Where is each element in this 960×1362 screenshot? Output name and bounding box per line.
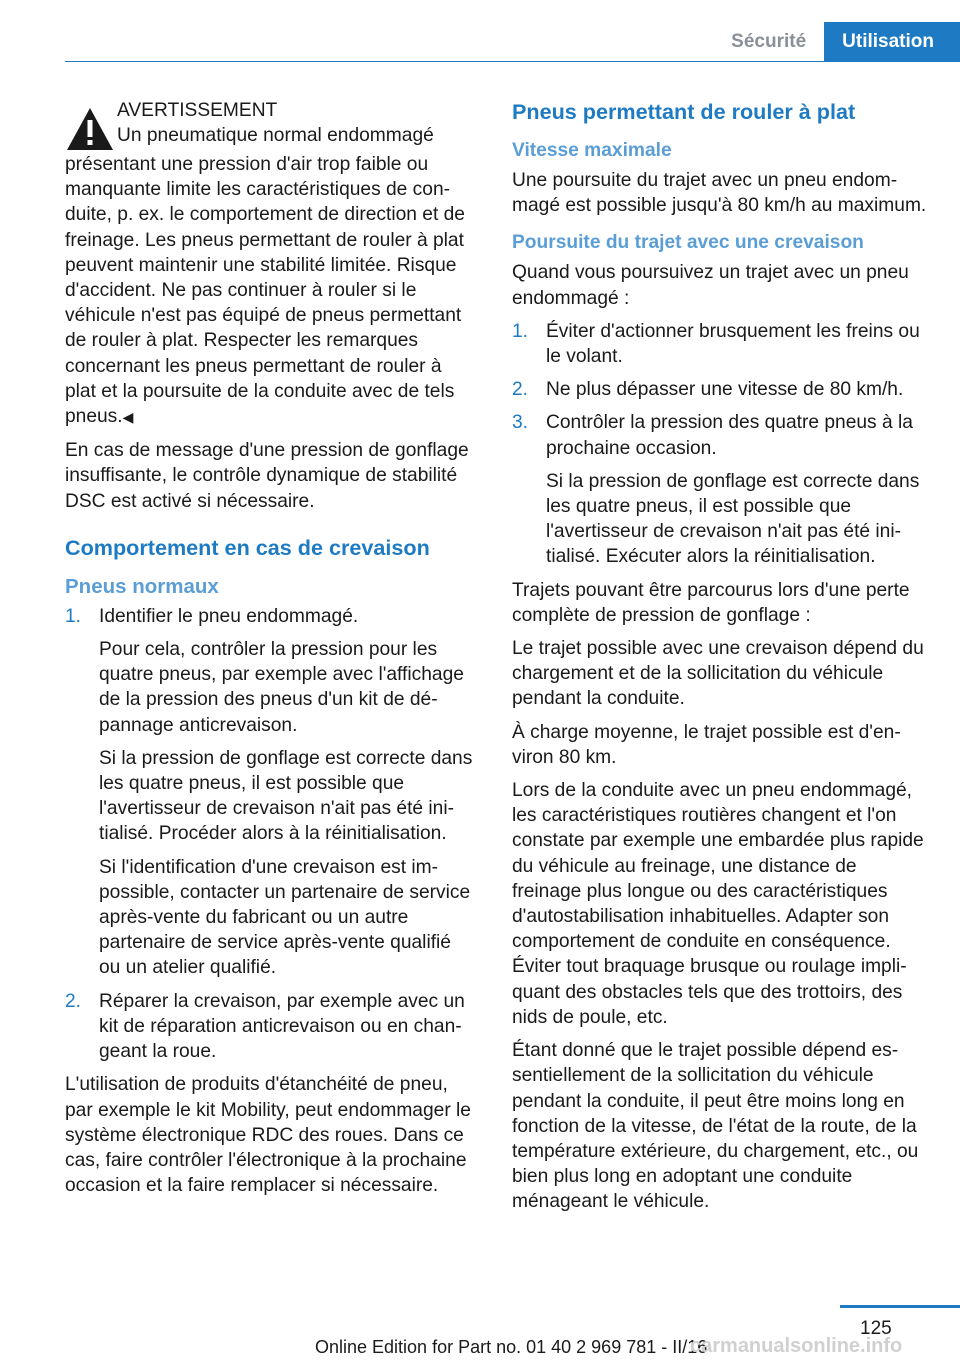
page-number: 125: [860, 1318, 892, 1339]
list-item-body: [99, 604, 477, 981]
heading-crevaison: Comportement en cas de crevaison: [65, 534, 430, 560]
para-depend: Le trajet possible avec une crevaison dépend du chargement et de la sollicitation du véhicule pendant la conduite.: [512, 638, 924, 710]
list-paragraph: Pour cela, contrôler la pression pour les quatre pneus, par exemple avec l'affichage de la pression des pneus d'un kit de dépannage anticrevaison.: [99, 639, 464, 736]
list-item: [65, 604, 477, 981]
footer-divider: [840, 1305, 960, 1308]
para-poursuite: Quand vous poursuivez un trajet avec un pneu endommagé :: [512, 262, 909, 309]
list-item-body: [546, 410, 928, 569]
heading-pneus-normaux: Pneus normaux: [65, 574, 219, 598]
list-paragraph: Si la pression de gonflage est correcte dans les quatre pneus, il est possible que l'avertisseur de crevaison n'ait pas été initialisé. Procéder alors à la réinitialisation.: [99, 747, 473, 845]
heading-poursuite: Poursuite du trajet avec une crevaison: [512, 232, 864, 254]
list-paragraph: Contrôler la pression des quatre pneus à la prochaine occasion.: [546, 412, 913, 459]
warning-title: AVERTISSEMENT: [117, 100, 278, 121]
list-poursuite: [512, 319, 928, 570]
list-item-body: [546, 319, 928, 369]
list-paragraph: Éviter d'actionner brusquement les freins ou le volant.: [546, 320, 920, 368]
para-vitesse: Une poursuite du trajet avec un pneu endommagé est possible jusqu'à 80 km/h au maximum.: [512, 170, 927, 217]
warning-head-text: [115, 98, 434, 152]
warning-rest: présentant une pression d'air trop faible ou manquante limite les caractéristiques de conduite, p. ex. le comportement de direction et de freinage. Les pneus permettant de rouler à plat peuvent maintenir une stabilité limitée. Risque d'accident. Ne pas continuer à rouler si le véhicule n'est pas équipé de pneus permettant de rouler à plat. Respecter les remarques concernant les pneus permettant de rouler à plat et la poursuite de la conduite avec de tels pneus.: [65, 154, 465, 428]
list-item: [512, 410, 928, 569]
watermark: carmanualsonline.info: [690, 1335, 903, 1357]
list-number: 2.: [512, 379, 529, 401]
para-etant: Étant donné que le trajet possible dépend essentiellement de la sollicitation du véhicule pendant la conduite, il peut être moins long en fonction de la vitesse, de l'état de la route, de la température extérieure, du chargement, etc., ou bien plus long en adoptant une conduite ménageant le véhicule.: [512, 1040, 919, 1213]
warning-box: [65, 98, 477, 430]
list-paragraph: Identifier le pneu endommagé.: [99, 605, 359, 627]
end-mark: ◀: [122, 409, 134, 426]
list-number: 1.: [512, 320, 529, 342]
edition-line: Online Edition for Part no. 01 40 2 969 781 - II/16: [315, 1337, 708, 1357]
heading-rouler-a-plat: Pneus permettant de rouler à plat: [512, 99, 856, 124]
list-number: 2.: [65, 990, 82, 1012]
list-paragraph: Ne plus dépasser une vitesse de 80 km/h.: [546, 379, 904, 401]
list-pneus-normaux: [65, 604, 477, 1064]
para-trajets: Trajets pouvant être parcourus lors d'une perte complète de pression de gonflage :: [512, 579, 910, 626]
warning-head: [65, 98, 477, 152]
tab-utilisation[interactable]: Utilisation: [824, 22, 960, 62]
para-rdc: L'utilisation de produits d'étanchéité de pneu, par exemple le kit Mobility, peut endommager le système électronique RDC des roues. Dans ce cas, faire contrôler l'électronique à la prochaine occasion et la faire remplacer si nécessaire.: [65, 1074, 471, 1197]
list-paragraph: Si l'identification d'une crevaison est impossible, contacter un partenaire de service après-vente du fabricant ou un autre partenaire de service après-vente qualifié ou un atelier qualifié.: [99, 856, 471, 979]
tab-securite[interactable]: Sécurité: [731, 31, 807, 52]
para-conduite: Lors de la conduite avec un pneu endommagé, les caractéristiques routières changent et l'on constate par exemple une embardée plus rapide du véhicule au freinage, une distance de freinage plus longue ou des caractéristiques d'autostabilisation inhabituelles. Adapter son comportement de conduite en conséquence. Éviter tout braquage brusque ou roulage impliquant des obstacles tels que des trottoirs, des nids de poule, etc.: [512, 780, 924, 1028]
heading-vitesse-maximale: Vitesse maximale: [512, 140, 672, 161]
warning-triangle-icon: [65, 106, 115, 152]
para-dsc: En cas de message d'une pression de gonflage insuffisante, le contrôle dynamique de stabilité DSC est activé si nécessaire.: [65, 440, 469, 512]
header-divider: [65, 61, 960, 62]
list-item-body: [546, 377, 903, 402]
list-paragraph: Si la pression de gonflage est correcte dans les quatre pneus, il est possible que l'avertisseur de crevaison n'ait pas été initialisé. Exécuter alors la réinitialisation.: [546, 470, 920, 568]
list-item: [512, 319, 928, 369]
list-paragraph: Réparer la crevaison, par exemple avec un kit de réparation anticrevaison ou en changeant la roue.: [99, 990, 465, 1063]
warning-first-line: Un pneumatique normal endommagé: [117, 125, 434, 147]
list-number: 3.: [512, 412, 529, 434]
warning-body: [65, 152, 477, 430]
para-charge: À charge moyenne, le trajet possible est d'environ 80 km.: [512, 721, 901, 768]
right-column: [512, 98, 928, 1223]
list-item: [512, 377, 928, 402]
section-tabs: [713, 22, 960, 62]
list-number: 1.: [65, 605, 82, 627]
list-item-body: [99, 989, 477, 1065]
left-column: [65, 98, 477, 1206]
list-item: [65, 989, 477, 1065]
